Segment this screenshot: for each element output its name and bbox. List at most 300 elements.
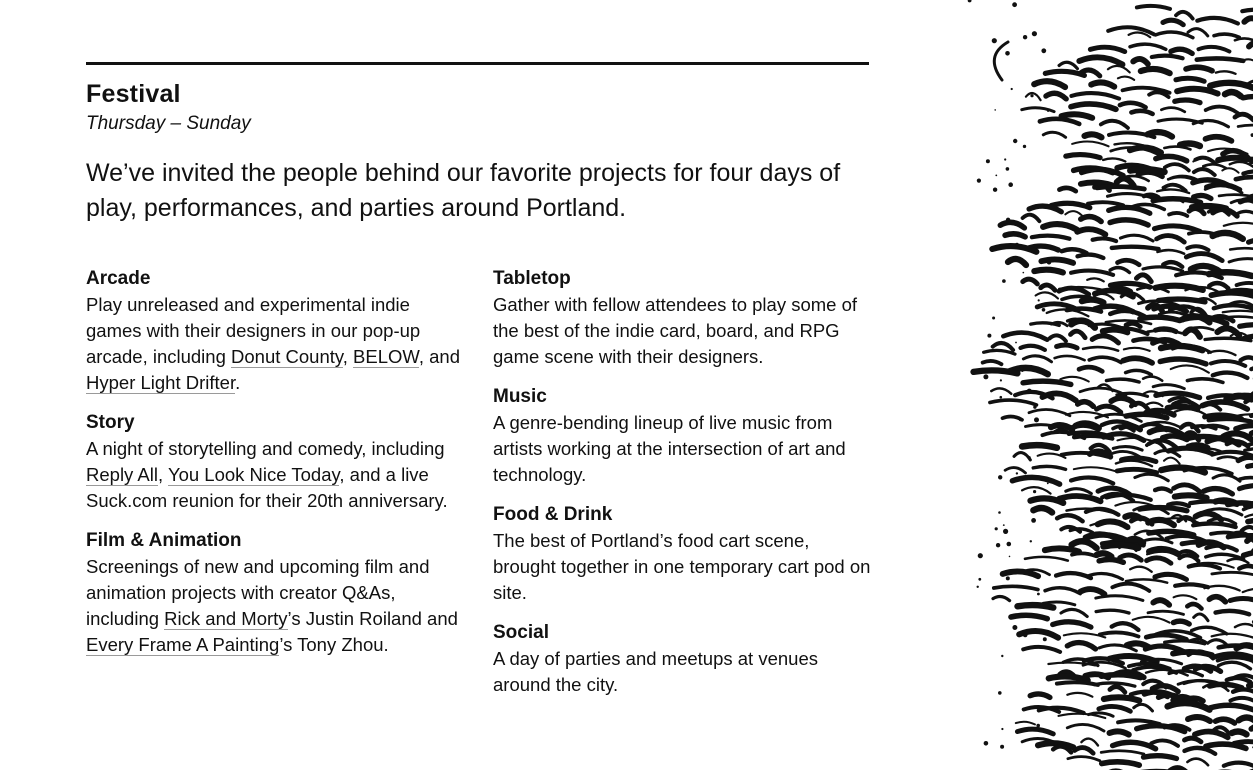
ink-stroke xyxy=(1218,328,1240,335)
program-item-description: A genre-bending lineup of live music from artists working at the intersection of art and technology. xyxy=(493,412,846,485)
ink-dot xyxy=(986,159,990,163)
ink-stroke xyxy=(1113,447,1142,450)
ink-stroke xyxy=(1249,43,1253,50)
ink-stroke xyxy=(1096,610,1129,613)
text-segment: Screenings of new and upcoming film and animation projects with creator Q&As, including xyxy=(86,556,430,629)
ink-stroke xyxy=(991,388,1011,393)
ink-stroke xyxy=(1067,724,1104,731)
ink-stroke xyxy=(1072,553,1095,555)
ink-stroke xyxy=(1194,195,1211,198)
ink-stroke xyxy=(1033,508,1052,513)
ink-stroke xyxy=(1164,147,1190,150)
ink-dot xyxy=(1030,540,1032,542)
ink-dot xyxy=(1000,396,1003,399)
ink-stroke xyxy=(1216,71,1236,73)
ink-stroke xyxy=(974,370,1018,373)
ink-dot xyxy=(1013,139,1017,143)
ink-stroke xyxy=(1066,155,1100,158)
text-segment: , and xyxy=(418,346,461,367)
ink-stroke xyxy=(1043,224,1077,230)
ink-stroke xyxy=(1197,18,1238,24)
ink-dot xyxy=(1007,542,1012,547)
wavy-ink-illustration xyxy=(950,0,1253,770)
ink-stroke xyxy=(1062,114,1093,118)
ink-stroke xyxy=(1011,615,1047,618)
ink-stroke xyxy=(1102,762,1139,765)
ink-dot xyxy=(1031,518,1036,523)
ink-stroke xyxy=(1053,622,1091,627)
ink-stroke xyxy=(1185,738,1202,742)
ink-dot xyxy=(968,0,972,2)
ink-stroke xyxy=(1230,598,1253,602)
ink-stroke xyxy=(1050,335,1066,341)
ink-dot xyxy=(1011,88,1013,90)
ink-stroke xyxy=(1067,693,1092,697)
ink-dot xyxy=(998,691,1002,695)
ink-stroke xyxy=(1187,604,1201,609)
ink-stroke xyxy=(1144,756,1177,759)
ink-stroke xyxy=(1023,215,1040,222)
section-divider xyxy=(86,62,869,65)
ink-dot xyxy=(992,38,997,43)
link-you-look-nice-today[interactable]: You Look Nice Today xyxy=(167,464,340,485)
ink-stroke xyxy=(1121,235,1154,241)
ink-stroke xyxy=(1195,732,1228,738)
ink-dot xyxy=(1020,366,1024,370)
ink-stroke xyxy=(1214,34,1239,37)
ink-stroke xyxy=(1100,632,1139,636)
ink-stroke xyxy=(1074,467,1115,471)
ink-stroke xyxy=(1120,103,1146,107)
ink-stroke xyxy=(1111,398,1135,404)
ink-stroke xyxy=(1071,93,1119,99)
ink-dot xyxy=(995,527,998,530)
ink-stroke xyxy=(1078,255,1104,258)
program-item-title: Music xyxy=(493,386,547,407)
ink-dot xyxy=(1019,418,1023,422)
ink-stroke xyxy=(1209,597,1225,602)
ink-dot xyxy=(1006,218,1010,222)
ink-stroke xyxy=(1175,100,1200,103)
ink-stroke xyxy=(1018,605,1054,608)
ink-stroke xyxy=(1171,365,1209,372)
ink-dot xyxy=(1000,745,1004,749)
ink-stroke xyxy=(1174,595,1197,599)
ink-stroke xyxy=(1175,495,1207,498)
ink-stroke xyxy=(1173,621,1189,624)
ink-stroke xyxy=(1112,623,1139,630)
ink-dot xyxy=(977,179,981,183)
ink-stroke xyxy=(1023,279,1038,284)
ink-stroke xyxy=(1212,572,1253,575)
ink-stroke xyxy=(1017,729,1053,734)
ink-dot xyxy=(1033,405,1036,408)
ink-stroke xyxy=(1194,169,1215,175)
ink-stroke xyxy=(1021,346,1045,350)
ink-stroke xyxy=(1169,213,1187,216)
ink-stroke xyxy=(1057,345,1078,348)
ink-dot xyxy=(1037,593,1040,596)
ink-stroke xyxy=(1068,757,1100,761)
ink-stroke xyxy=(1112,247,1159,249)
ink-stroke xyxy=(1171,49,1192,53)
ink-dot xyxy=(1047,110,1049,112)
ink-stroke xyxy=(1109,207,1150,213)
ink-dot xyxy=(1041,48,1046,53)
ink-stroke xyxy=(1003,571,1038,576)
ink-dot xyxy=(1046,444,1050,448)
ink-stroke xyxy=(984,350,1015,354)
ink-stroke xyxy=(1161,108,1184,112)
ink-dot xyxy=(1047,483,1049,485)
ink-stroke xyxy=(1239,485,1253,491)
ink-stroke xyxy=(1205,338,1251,340)
ink-stroke xyxy=(1045,548,1079,551)
ink-stroke xyxy=(1229,259,1253,265)
ink-stroke xyxy=(1165,641,1205,644)
ink-stroke xyxy=(1235,114,1253,120)
ink-stroke xyxy=(1144,195,1159,198)
ink-stroke xyxy=(1186,67,1212,71)
ink-stroke xyxy=(1163,436,1187,440)
ink-stroke xyxy=(1197,58,1244,60)
ink-dot xyxy=(1027,389,1032,394)
ink-stroke xyxy=(1110,268,1129,273)
ink-stroke xyxy=(1173,652,1212,655)
ink-stroke xyxy=(1101,751,1144,754)
ink-stroke xyxy=(1199,47,1230,52)
ink-dot xyxy=(998,475,1002,479)
ink-stroke xyxy=(1090,47,1125,51)
ink-stroke xyxy=(1238,125,1253,128)
ink-stroke xyxy=(1159,695,1183,700)
ink-stroke xyxy=(1091,82,1114,86)
ink-stroke xyxy=(1241,357,1253,363)
text-segment: , and a live Suck.com reunion for their 20th anniversary. xyxy=(86,464,448,511)
ink-stroke xyxy=(1041,259,1073,262)
ink-stroke xyxy=(1174,485,1200,492)
ink-stroke xyxy=(1227,291,1253,294)
ink-stroke xyxy=(1059,188,1075,191)
ink-stroke xyxy=(1148,611,1184,614)
ink-stroke xyxy=(1062,453,1108,457)
ink-stroke xyxy=(1113,742,1156,749)
ink-stroke xyxy=(1211,361,1245,366)
program-item-title: Food & Drink xyxy=(493,504,613,525)
ink-stroke xyxy=(1110,220,1148,225)
ink-stroke xyxy=(1157,236,1185,242)
link-rick-and-morty[interactable]: Rick and Morty xyxy=(164,608,288,629)
text-segment: ’s Tony Zhou. xyxy=(279,634,389,655)
ink-stroke xyxy=(1012,477,1059,484)
ink-stroke xyxy=(1176,12,1193,19)
ink-stroke xyxy=(1240,325,1253,328)
ink-stroke xyxy=(1235,624,1253,630)
ink-stroke xyxy=(1098,521,1128,527)
ink-stroke xyxy=(1036,292,1058,298)
ink-stroke xyxy=(1194,614,1208,621)
ink-dot xyxy=(983,374,988,379)
ink-stroke xyxy=(1025,557,1068,561)
ink-stroke xyxy=(1216,611,1250,614)
ink-dot xyxy=(994,109,996,111)
ink-stroke xyxy=(1096,596,1143,601)
ink-stroke xyxy=(1085,134,1102,137)
ink-stroke xyxy=(1099,559,1123,562)
ink-stroke xyxy=(1180,144,1200,146)
ink-stroke xyxy=(1089,357,1121,362)
ink-stroke xyxy=(1034,81,1065,87)
ink-stroke xyxy=(1008,259,1026,265)
ink-stroke xyxy=(1206,137,1232,141)
ink-dot xyxy=(998,511,1001,514)
program-item-title: Tabletop xyxy=(493,268,571,289)
ink-dot xyxy=(1002,279,1006,283)
ink-stroke xyxy=(1087,278,1104,281)
ink-stroke xyxy=(1077,229,1105,234)
ink-stroke xyxy=(1078,402,1094,407)
ink-stroke xyxy=(1153,199,1200,203)
ink-stroke xyxy=(1081,739,1098,746)
text-segment: . xyxy=(235,372,241,393)
ink-stroke xyxy=(1057,515,1083,521)
ink-stroke xyxy=(1165,164,1189,170)
ink-stroke xyxy=(1204,489,1233,494)
ink-stroke xyxy=(993,596,1010,600)
ink-stroke xyxy=(1016,722,1035,725)
ink-stroke xyxy=(1203,164,1226,168)
program-item-title: Social xyxy=(493,622,549,643)
ink-stroke xyxy=(1059,288,1089,294)
ink-stroke xyxy=(1232,732,1247,735)
program-item-food xyxy=(493,502,873,606)
ink-stroke xyxy=(1071,271,1113,275)
program-item-title: Arcade xyxy=(86,268,151,289)
ink-stroke xyxy=(1033,466,1065,469)
ink-stroke xyxy=(1092,336,1118,343)
link-reply-all[interactable]: Reply All xyxy=(86,464,158,485)
program-item-description: Gather with fellow attendees to play some of the best of the indie card, board, and RPG game scene with their designers. xyxy=(493,294,858,367)
ink-stroke xyxy=(1022,487,1051,493)
ink-dot xyxy=(1042,308,1046,312)
ink-stroke xyxy=(1167,406,1197,409)
ink-stroke xyxy=(1049,676,1088,680)
ink-stroke xyxy=(1163,20,1183,24)
program-column-right xyxy=(493,266,873,712)
ink-stroke xyxy=(1230,698,1253,703)
ink-dot xyxy=(984,741,989,746)
ink-stroke xyxy=(1168,703,1210,710)
ink-stroke xyxy=(1095,290,1133,296)
ink-dot xyxy=(1006,576,1010,580)
ink-stroke xyxy=(1210,705,1253,710)
link-every-frame-a-painting[interactable]: Every Frame A Painting xyxy=(86,634,280,655)
ink-stroke xyxy=(1029,206,1061,212)
ink-stroke xyxy=(1143,267,1183,271)
ink-stroke xyxy=(1088,202,1123,205)
ink-stroke xyxy=(1137,6,1170,9)
ink-stroke xyxy=(1243,97,1253,100)
text-segment: , xyxy=(342,346,354,367)
ink-stroke xyxy=(1155,574,1187,579)
ink-stroke xyxy=(1224,223,1253,229)
ink-stroke xyxy=(1249,239,1253,246)
ink-stroke xyxy=(1103,545,1138,548)
ink-dot xyxy=(1043,637,1047,641)
ink-stroke xyxy=(1034,270,1063,273)
ink-stroke xyxy=(1227,678,1251,682)
ink-stroke xyxy=(1248,465,1253,468)
program-item-title: Story xyxy=(86,412,135,433)
ink-dot xyxy=(992,317,995,320)
program-item-music xyxy=(493,384,873,488)
ink-stroke xyxy=(1005,468,1025,473)
ink-stroke xyxy=(1059,496,1100,501)
ink-stroke xyxy=(1131,111,1152,114)
ink-stroke xyxy=(1161,346,1202,350)
ink-dot xyxy=(1023,272,1025,274)
festival-dates: Thursday – Sunday xyxy=(86,113,251,134)
ink-stroke xyxy=(1187,379,1223,383)
ink-stroke xyxy=(1133,617,1170,623)
ink-stroke xyxy=(1083,347,1118,351)
ink-stroke xyxy=(1101,121,1128,128)
text-segment: Play unreleased and experimental indie games with their designers in our pop-up arcade, including xyxy=(86,294,421,367)
festival-section xyxy=(86,62,871,695)
ink-stroke xyxy=(1248,520,1253,524)
ink-stroke xyxy=(1005,234,1025,237)
ink-dot xyxy=(978,578,981,581)
ink-dot xyxy=(987,334,991,338)
ink-stroke xyxy=(1187,759,1208,766)
ink-stroke xyxy=(1022,445,1057,448)
text-segment: , xyxy=(157,464,168,485)
ink-stroke xyxy=(1062,249,1087,253)
ink-stroke xyxy=(1187,246,1208,250)
ink-stroke xyxy=(1158,119,1202,123)
ink-stroke xyxy=(1164,458,1180,464)
ink-dot xyxy=(977,586,979,588)
ink-stroke xyxy=(1134,704,1153,711)
ink-stroke xyxy=(1147,442,1165,449)
ink-dot xyxy=(1028,456,1031,459)
text-segment: A night of storytelling and comedy, including xyxy=(86,438,445,459)
ink-stroke xyxy=(1086,509,1119,515)
program-item-film xyxy=(86,528,466,658)
ink-stroke xyxy=(1216,719,1235,723)
ink-stroke xyxy=(1237,645,1253,651)
ink-stroke xyxy=(1239,718,1253,723)
ink-stroke xyxy=(1127,539,1143,543)
ink-stroke xyxy=(1104,697,1139,700)
ink-stroke xyxy=(1097,553,1112,556)
link-below[interactable]: BELOW xyxy=(353,346,419,367)
ink-stroke xyxy=(1057,682,1098,685)
ink-stroke xyxy=(1153,600,1169,605)
ink-stroke xyxy=(1213,373,1248,378)
ink-stroke xyxy=(1079,57,1122,64)
ink-stroke xyxy=(1206,107,1239,114)
ink-dot xyxy=(1000,379,1002,381)
ink-dot xyxy=(1005,51,1010,56)
program-item-social xyxy=(493,620,873,698)
ink-stroke xyxy=(1032,236,1070,239)
ink-stroke xyxy=(1130,44,1166,49)
ink-dot xyxy=(1015,243,1018,246)
ink-stroke xyxy=(1003,333,1047,340)
ink-stroke xyxy=(1099,706,1131,711)
ink-stroke xyxy=(1179,517,1197,524)
ink-stroke xyxy=(1175,584,1208,587)
ink-dot xyxy=(1038,299,1040,301)
ink-stroke xyxy=(1043,132,1065,137)
ink-stroke xyxy=(1055,356,1085,360)
ink-stroke xyxy=(1137,275,1152,282)
link-hyper-light-drifter[interactable]: Hyper Light Drifter xyxy=(86,372,236,393)
ink-stroke xyxy=(1081,217,1101,222)
ink-stroke xyxy=(1149,92,1169,97)
ink-stroke xyxy=(1151,740,1178,745)
ink-stroke xyxy=(1147,558,1171,563)
ink-stroke xyxy=(1133,59,1148,64)
ink-stroke xyxy=(1152,56,1183,59)
link-donut-county[interactable]: Donut County xyxy=(231,346,343,367)
ink-stroke xyxy=(1107,379,1140,382)
program-item-description xyxy=(86,554,466,658)
ink-stroke xyxy=(1080,589,1104,594)
ink-stroke xyxy=(1244,18,1253,25)
ink-stroke xyxy=(1023,381,1071,384)
ink-stroke xyxy=(1075,748,1094,754)
ink-stroke xyxy=(1185,329,1200,336)
ink-stroke xyxy=(1135,474,1168,481)
ink-stroke xyxy=(1185,748,1216,754)
ink-stroke xyxy=(1093,238,1117,241)
ink-stroke xyxy=(1238,457,1253,463)
ink-stroke xyxy=(1053,746,1071,752)
ink-dot xyxy=(1016,472,1018,474)
ink-stroke xyxy=(1141,69,1170,73)
ink-stroke xyxy=(990,400,1037,405)
ink-stroke xyxy=(1209,283,1228,288)
ink-stroke xyxy=(1209,419,1252,422)
program-item-tabletop xyxy=(493,266,873,370)
ink-stroke xyxy=(1186,254,1222,261)
ink-stroke xyxy=(1110,731,1129,734)
ink-stroke xyxy=(1177,89,1218,94)
ink-stroke xyxy=(992,246,1036,252)
ink-stroke xyxy=(1067,643,1095,649)
ink-stroke xyxy=(1213,233,1243,239)
ink-stroke xyxy=(1212,634,1253,639)
ink-dot xyxy=(993,188,997,192)
program-item-description xyxy=(86,292,466,396)
ink-stroke xyxy=(1192,627,1227,634)
ink-dot xyxy=(1047,260,1052,265)
program-item-title: Film & Animation xyxy=(86,530,242,551)
ink-dot xyxy=(995,175,997,177)
ink-dot xyxy=(1015,342,1017,344)
ink-stroke xyxy=(1045,71,1084,75)
ink-stroke xyxy=(1249,684,1253,687)
ink-stroke xyxy=(1241,59,1253,64)
ink-stroke xyxy=(1124,348,1150,351)
ink-stroke xyxy=(1072,541,1097,548)
ink-stroke xyxy=(1046,93,1066,99)
ink-stroke xyxy=(1126,370,1152,374)
ink-dot xyxy=(1021,370,1023,372)
ink-stroke xyxy=(1031,498,1064,503)
